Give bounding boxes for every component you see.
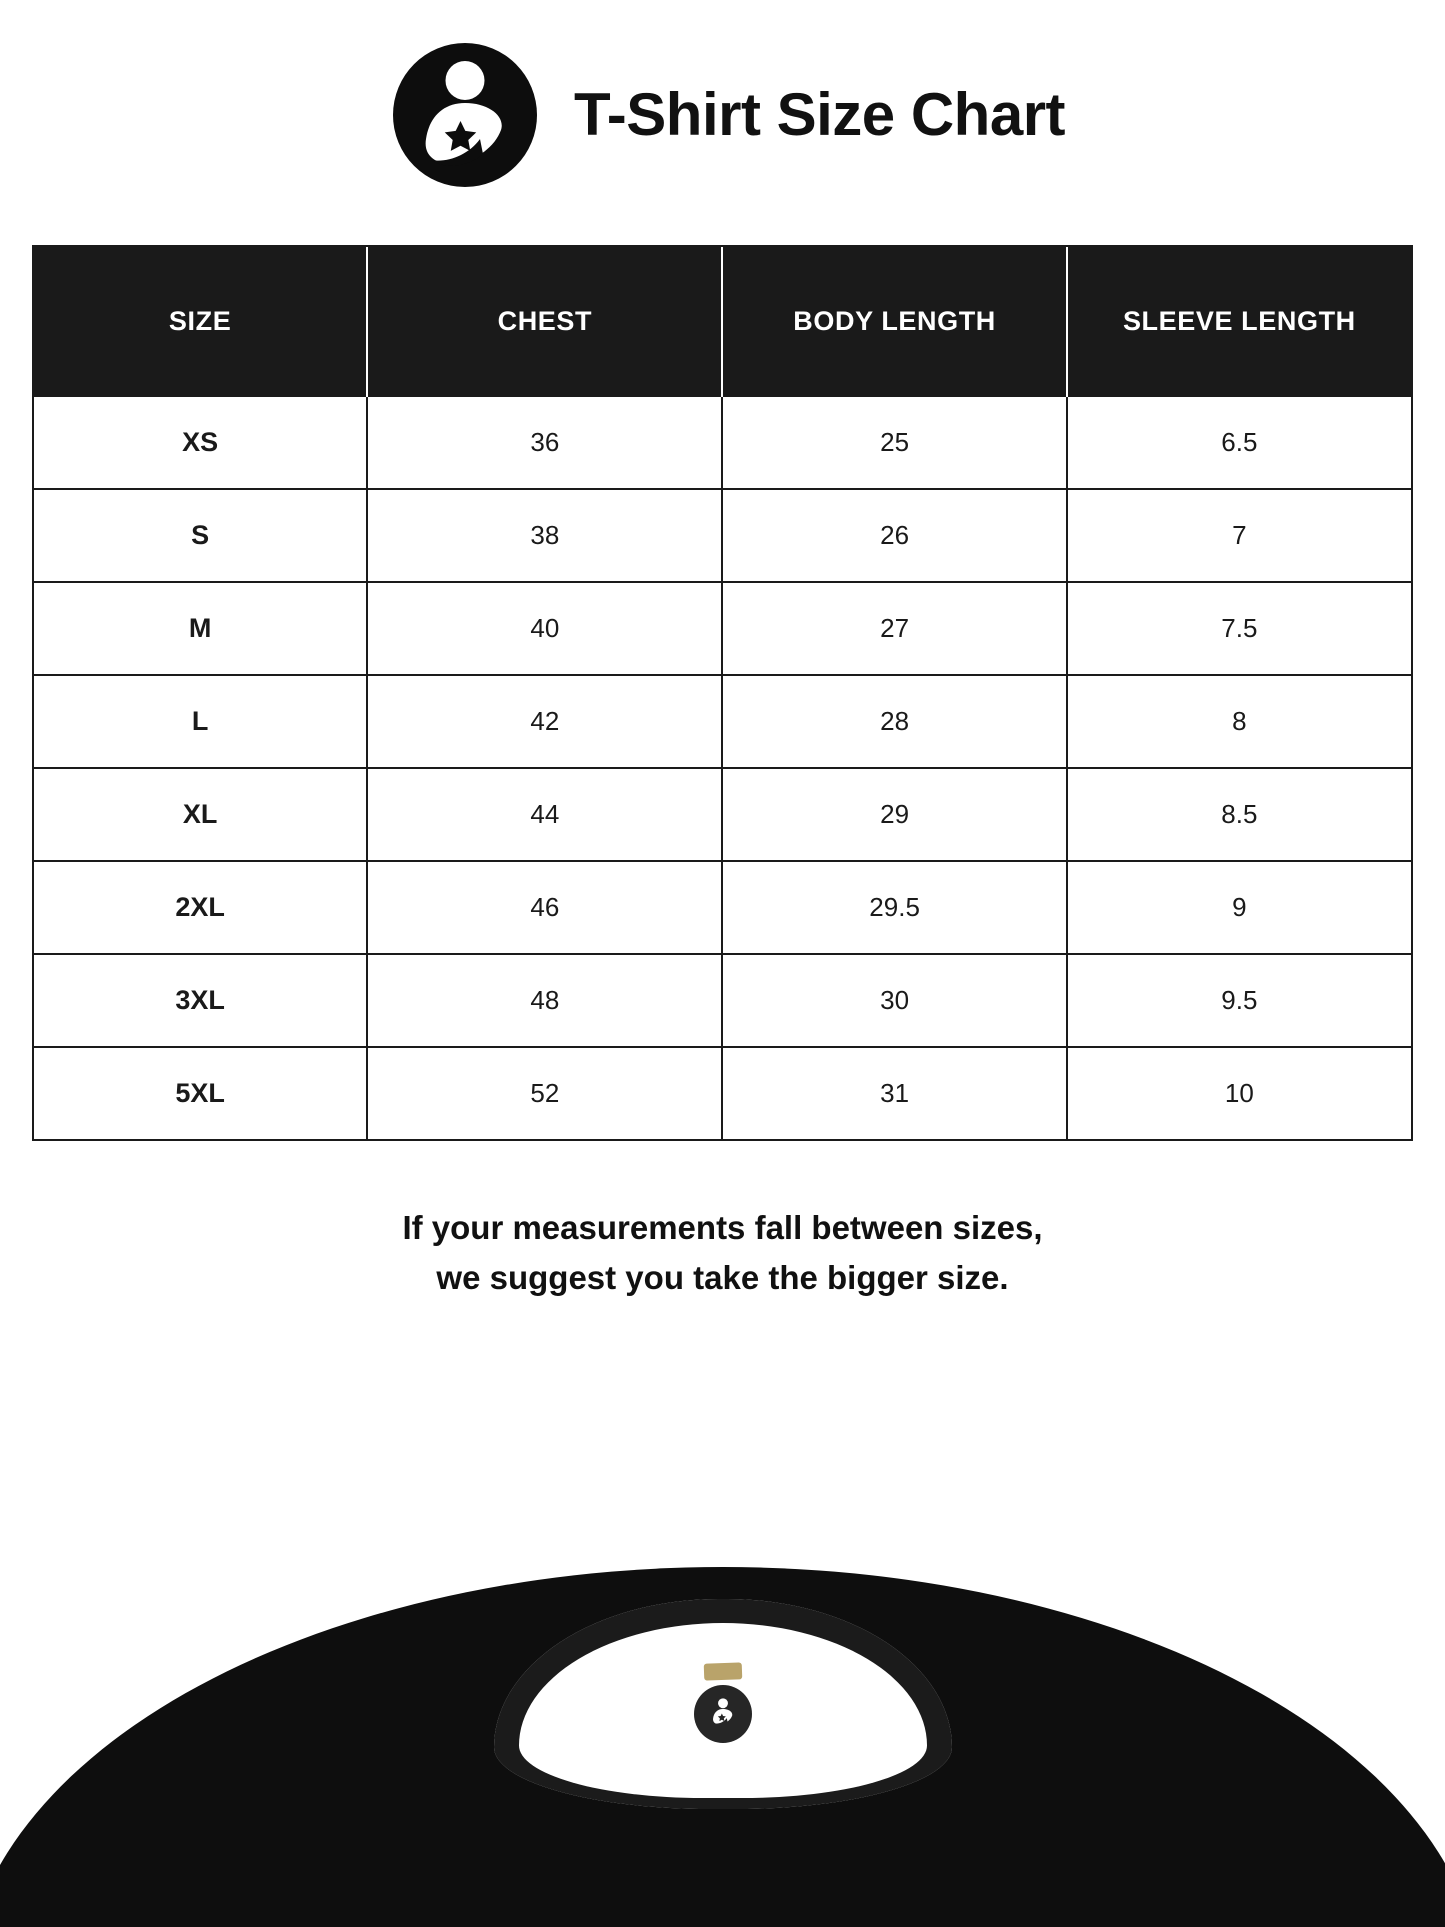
table-row bbox=[34, 489, 1411, 582]
cell-body-length: 27 bbox=[722, 582, 1066, 675]
cell-sleeve-length: 9 bbox=[1067, 861, 1411, 954]
mother-and-child-logo-icon bbox=[704, 1693, 742, 1736]
brand-tag bbox=[703, 1662, 742, 1680]
cell-body-length: 25 bbox=[722, 396, 1066, 489]
mother-and-child-logo-icon bbox=[390, 40, 540, 190]
cell-chest: 44 bbox=[367, 768, 722, 861]
neck-label bbox=[694, 1685, 752, 1743]
table-row bbox=[34, 954, 1411, 1047]
cell-size: 3XL bbox=[34, 954, 367, 1047]
sizing-note-line-2: we suggest you take the bigger size. bbox=[436, 1259, 1009, 1297]
sizing-note-line-1: If your measurements fall between sizes, bbox=[402, 1209, 1043, 1246]
cell-sleeve-length: 8 bbox=[1067, 675, 1411, 768]
cell-body-length: 30 bbox=[722, 954, 1066, 1047]
header bbox=[0, 0, 1445, 190]
cell-chest: 52 bbox=[367, 1047, 722, 1139]
table-row bbox=[34, 861, 1411, 954]
table-header-row bbox=[34, 247, 1411, 396]
table-row bbox=[34, 1047, 1411, 1139]
cell-sleeve-length: 9.5 bbox=[1067, 954, 1411, 1047]
cell-chest: 36 bbox=[367, 396, 722, 489]
cell-chest: 38 bbox=[367, 489, 722, 582]
cell-sleeve-length: 7.5 bbox=[1067, 582, 1411, 675]
t-shirt-photo bbox=[0, 1567, 1445, 1927]
table-row bbox=[34, 768, 1411, 861]
column-header-body-length: BODY LENGTH bbox=[722, 247, 1066, 396]
cell-chest: 46 bbox=[367, 861, 722, 954]
cell-size: M bbox=[34, 582, 367, 675]
size-chart-table bbox=[34, 247, 1411, 1139]
cell-body-length: 29 bbox=[722, 768, 1066, 861]
sizing-note bbox=[0, 1203, 1445, 1303]
cell-body-length: 31 bbox=[722, 1047, 1066, 1139]
size-chart-table-container bbox=[32, 245, 1413, 1141]
column-header-sleeve-length: SLEEVE LENGTH bbox=[1067, 247, 1411, 396]
cell-chest: 48 bbox=[367, 954, 722, 1047]
table-row bbox=[34, 582, 1411, 675]
cell-size: 2XL bbox=[34, 861, 367, 954]
cell-chest: 42 bbox=[367, 675, 722, 768]
column-header-chest: CHEST bbox=[367, 247, 722, 396]
cell-size: L bbox=[34, 675, 367, 768]
cell-body-length: 26 bbox=[722, 489, 1066, 582]
cell-size: XS bbox=[34, 396, 367, 489]
table-body bbox=[34, 396, 1411, 1139]
cell-size: XL bbox=[34, 768, 367, 861]
cell-sleeve-length: 6.5 bbox=[1067, 396, 1411, 489]
table-row bbox=[34, 396, 1411, 489]
cell-body-length: 28 bbox=[722, 675, 1066, 768]
table-row bbox=[34, 675, 1411, 768]
cell-chest: 40 bbox=[367, 582, 722, 675]
cell-size: 5XL bbox=[34, 1047, 367, 1139]
cell-sleeve-length: 10 bbox=[1067, 1047, 1411, 1139]
cell-sleeve-length: 8.5 bbox=[1067, 768, 1411, 861]
page-title: T-Shirt Size Chart bbox=[573, 81, 1066, 148]
cell-size: S bbox=[34, 489, 367, 582]
cell-body-length: 29.5 bbox=[722, 861, 1066, 954]
cell-sleeve-length: 7 bbox=[1067, 489, 1411, 582]
column-header-size: SIZE bbox=[34, 247, 367, 396]
